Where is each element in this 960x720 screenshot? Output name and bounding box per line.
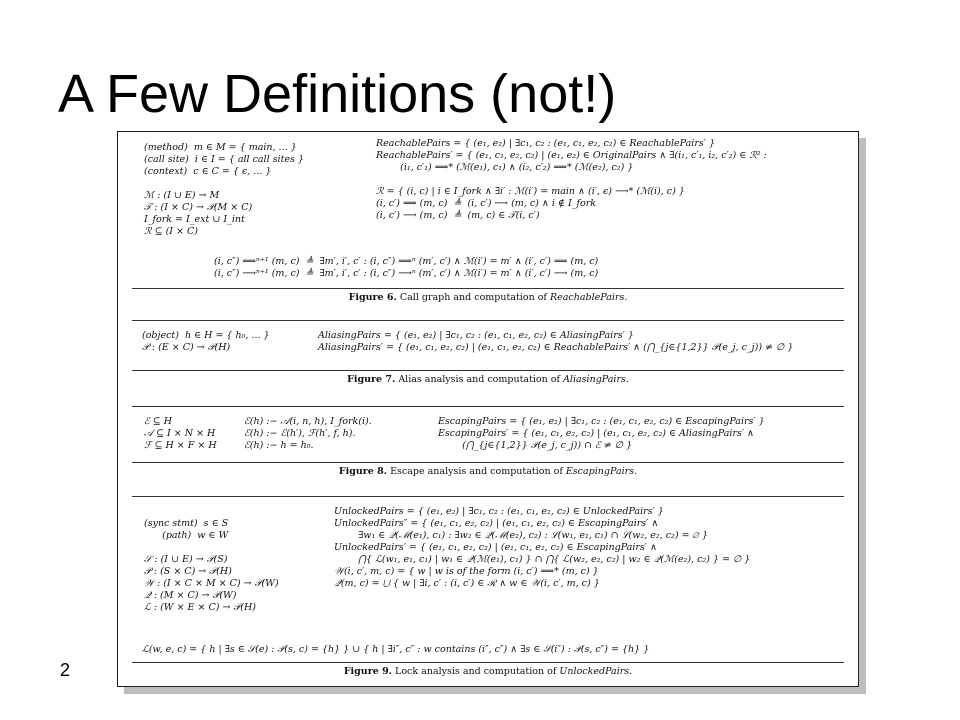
formula-line: (⋂_{j∈{1,2}} 𝒫(e_j, c_j)) ∩ ℰ ≠ ∅ } <box>438 440 633 451</box>
formula-line: AliasingPairs = { (e₁, e₂) | ∃c₁, c₂ : (e₁, c₁, e₂, c₂) ∈ AliasingPairs′ } <box>318 330 634 341</box>
formula-line: UnlockedPairs = { (e₁, e₂) | ∃c₁, c₂ : (e₁, c₁, e₂, c₂) ∈ UnlockedPairs′ } <box>334 506 664 517</box>
formula-line: EscapingPairs′ = { (e₁, c₁, e₂, c₂) | (e₁, c₁, e₂, c₂) ∈ AliasingPairs′ ∧ <box>438 428 754 439</box>
formula-line: ℱ ⊆ H × F × H <box>144 440 217 451</box>
formula-line: 𝒬 : (M × C) → 𝒫(W) <box>144 590 237 601</box>
fig8-left-definitions <box>144 416 217 452</box>
formula-line: ReachablePairs = { (e₁, e₂) | ∃c₁, c₂ : (e₁, c₁, e₂, c₂) ∈ ReachablePairs′ } <box>376 138 715 149</box>
slide-title: A Few Definitions (not!) <box>58 64 617 124</box>
fig6-left-definitions <box>144 142 304 238</box>
fig9-left-definitions <box>144 506 279 614</box>
formula-line: (i, c′) ⟶ (m, c) ≜ (m, c) ∈ 𝒯(i, c′) <box>376 210 540 221</box>
formula-line: ℰ ⊆ H <box>144 416 173 427</box>
formula-line: 𝒯 : (I × C) → 𝒫(M × C) <box>144 202 253 213</box>
formula-line: ReachablePairs′ = { (e₁, c₁, e₂, c₂) | (e₁, e₂) ∈ OriginalPairs ∧ ∃(i₁, c′₁, i₂, c′₂) ∈ ℛ² : <box>376 150 767 161</box>
formula-line: (sync stmt) s ∈ S <box>144 518 229 529</box>
slide-number: 2 <box>60 660 71 680</box>
formula-line <box>376 174 767 186</box>
fig9-caption: Figure 9. Lock analysis and computation of UnlockedPairs. <box>343 666 633 677</box>
formula-line: ℛ ⊆ (I × C) <box>144 226 199 237</box>
formula-line: 𝒜 ⊆ I × N × H <box>144 428 216 439</box>
formula-line: ℒ : (W × E × C) → 𝒫(H) <box>144 602 257 613</box>
fig9-right-definitions <box>334 506 750 590</box>
fig6-rule <box>132 288 844 289</box>
fig7-left-definitions <box>142 330 270 354</box>
fig9-bottom-definitions <box>142 644 649 656</box>
fig6-bottom-definitions <box>214 256 598 280</box>
formula-line <box>144 506 279 518</box>
formula-line: (i, c″) ⟹ⁿ⁺¹ (m, c) ≜ ∃m′, i′, c′ : (i, c″) ⟹ⁿ (m′, c′) ∧ ℳ(i′) = m′ ∧ (i′, c′) ⟹ (m, c) <box>214 256 599 267</box>
formula-line: 𝒮 : (I ∪ E) → 𝒫(S) <box>144 554 228 565</box>
fig6-right-definitions <box>376 138 767 222</box>
fig7-top-rule <box>132 320 844 321</box>
fig9-top-rule <box>132 496 844 497</box>
formula-line: UnlockedPairs″ = { (e₁, c₁, e₂, c₂) | (e₁, c₁, e₂, c₂) ∈ EscapingPairs′ ∧ <box>334 518 659 529</box>
fig7-caption: Figure 7. Alias analysis and computation of AliasingPairs. <box>347 374 629 385</box>
formula-line: ⋂{ ℒ(w₁, e₁, c₁) | w₁ ∈ 𝒬(ℳ(e₁), c₁) } ∩ ⋂{ ℒ(w₂, e₂, c₂) | w₂ ∈ 𝒬(ℳ(e₂), c₂) } = ∅ } <box>334 554 751 565</box>
formula-line <box>144 178 304 190</box>
formula-line: EscapingPairs = { (e₁, e₂) | ∃c₁, c₂ : (e₁, c₁, e₂, c₂) ∈ EscapingPairs′ } <box>438 416 765 427</box>
fig6-caption: Figure 6. Call graph and computation of ReachablePairs. <box>348 292 628 303</box>
formula-line: ℒ(w, e, c) = { h | ∃s ∈ 𝒮(e) : 𝒫(s, c) = {h} } ∪ { h | ∃i″, c″ : w contains (i″, c″) ∧ ∃s ∈ 𝒮(i″) : 𝒫(s, c″) = {h} } <box>142 644 650 655</box>
formula-line: ∃w₁ ∈ 𝒬(ℳ(e₁), c₁) : ∃w₂ ∈ 𝒬(ℳ(e₂), c₂) : ℒ(w₁, e₁, c₁) ∩ ℒ(w₂, e₂, c₂) = ∅ } <box>334 530 708 541</box>
fig8-right-definitions <box>438 416 765 452</box>
fig8-caption: Figure 8. Escape analysis and computation of EscapingPairs. <box>338 466 638 477</box>
formula-line: ℰ(h) :− h = h₀. <box>244 440 314 451</box>
formula-line: (object) h ∈ H = { h₀, ... } <box>142 330 270 341</box>
formula-line: (i, c″) ⟶ⁿ⁺¹ (m, c) ≜ ∃m′, i′, c′ : (i, c″) ⟶ⁿ (m′, c′) ∧ ℳ(i′) = m′ ∧ (i′, c′) ⟶ (m, c) <box>214 268 599 279</box>
fig8-top-rule <box>132 406 844 407</box>
fig7-rule <box>132 370 844 371</box>
formula-line: AliasingPairs′ = { (e₁, c₁, e₂, c₂) | (e₁, c₁, e₂, c₂) ∈ ReachablePairs′ ∧ (⋂_{j∈{1,2}} 𝒫(e_j, c_j)) ≠ ∅ } <box>318 342 794 353</box>
formula-line: ℛ = { (i, c) | i ∈ I_fork ∧ ∃i′ : ℳ(i′) = main ∧ (i′, ϵ) ⟶* (ℳ(i), c) } <box>376 186 685 197</box>
formula-line: ℰ(h) :− ℰ(h′), ℱ(h′, f, h). <box>244 428 356 439</box>
formula-line: (call site) i ∈ I = { all call sites } <box>144 154 304 165</box>
formula-line: 𝒫 : (E × C) → 𝒫(H) <box>142 342 231 353</box>
fig7-right-definitions <box>318 330 793 354</box>
fig8-rule <box>132 462 844 463</box>
formula-line: UnlockedPairs′ = { (e₁, c₁, e₂, c₂) | (e₁, c₁, e₂, c₂) ∈ EscapingPairs′ ∧ <box>334 542 657 553</box>
formula-line: (i₁, c′₁) ⟹* (ℳ(e₁), c₁) ∧ (i₂, c′₂) ⟹* (ℳ(e₂), c₂) } <box>376 162 634 173</box>
formula-line: I_fork = I_ext ∪ I_int <box>144 214 245 225</box>
fig8-middle-rules <box>244 416 372 452</box>
formula-line: ℳ : (I ∪ E) → M <box>144 190 220 201</box>
formula-line: 𝒫 : (S × C) → 𝒫(H) <box>144 566 232 577</box>
figure-image <box>117 131 859 687</box>
fig9-rule <box>132 662 844 663</box>
formula-line: (method) m ∈ M = { main, ... } <box>144 142 297 153</box>
formula-line <box>144 542 279 554</box>
formula-line: 𝒲(i, c′, m, c) = { w | w is of the form (i, c′) ⟹* (m, c) } <box>334 566 599 577</box>
formula-line: (path) w ∈ W <box>144 530 229 541</box>
formula-line: (i, c′) ⟹ (m, c) ≜ (i, c′) ⟶ (m, c) ∧ i ∉ I_fork <box>376 198 596 209</box>
formula-line: (context) c ∈ C = { ϵ, ... } <box>144 166 272 177</box>
formula-line: 𝒬(m, c) = ⋃ { w | ∃i, c′ : (i, c′) ∈ ℛ ∧ w ∈ 𝒲(i, c′, m, c) } <box>334 578 600 589</box>
formula-line: 𝒲 : (I × C × M × C) → 𝒫(W) <box>144 578 279 589</box>
formula-line: ℰ(h) :− 𝒜(i, n, h), I_fork(i). <box>244 416 372 427</box>
